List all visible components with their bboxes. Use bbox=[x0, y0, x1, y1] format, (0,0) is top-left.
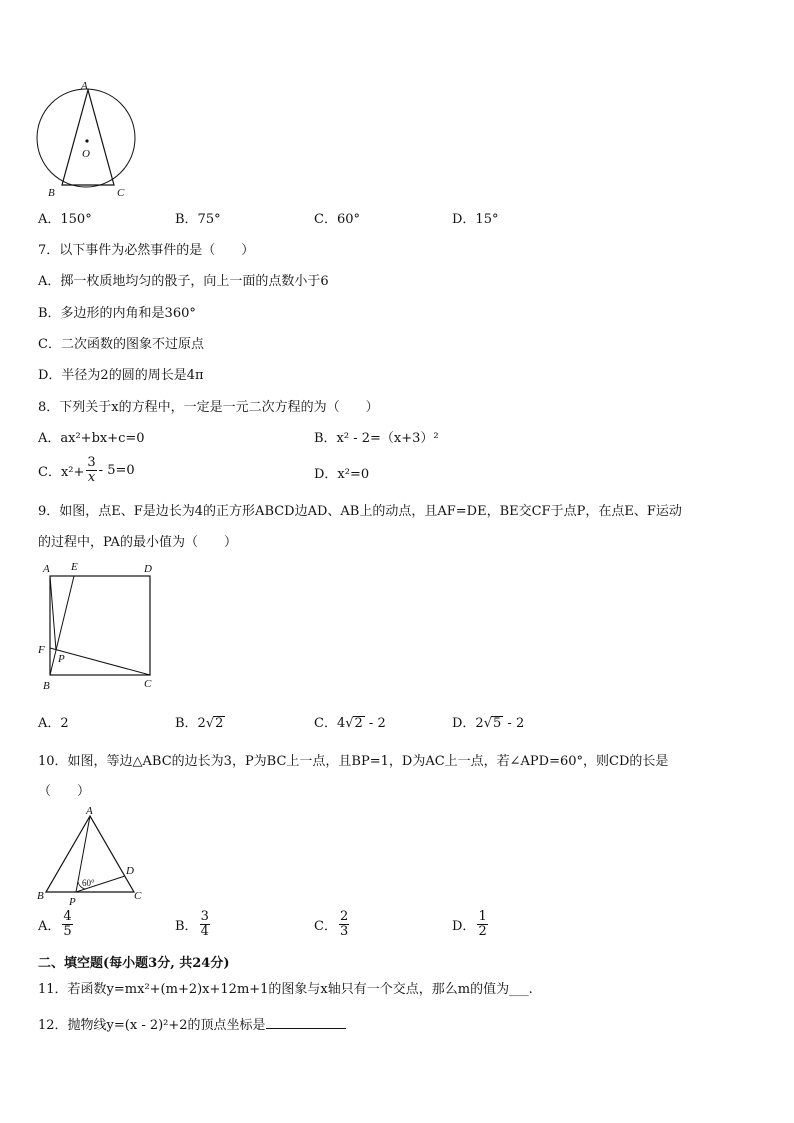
q11-text: 11．若函数y=mx²+(m+2)x+12m+1的图象与x轴只有一个交点，那么m的值为___. bbox=[38, 982, 533, 997]
q9-stem-line2: 的过程中，PA的最小值为（ ） bbox=[38, 535, 237, 550]
q9-option-a: A．2 bbox=[38, 716, 69, 731]
q10-d-fraction bbox=[477, 910, 487, 939]
q8-c-prefix: C．x²+ bbox=[38, 464, 85, 480]
q10-a-label: A． bbox=[38, 919, 61, 934]
radical-icon: √ bbox=[205, 716, 215, 731]
q6-option-c: C．60° bbox=[314, 212, 360, 227]
radical-icon: √ bbox=[345, 716, 354, 731]
q7-option-d: D．半径为2的圆的周长是4π bbox=[38, 368, 204, 383]
q8-option-d: D．x²=0 bbox=[314, 467, 370, 482]
q9-c-radicand: 2 bbox=[354, 716, 363, 731]
q6-option-a: A．150° bbox=[38, 212, 92, 227]
q12 bbox=[38, 1014, 346, 1033]
angle-label: 60° bbox=[82, 878, 95, 888]
segment-ap bbox=[50, 576, 56, 650]
label-c: C bbox=[117, 187, 125, 199]
q10-option-c bbox=[314, 910, 351, 939]
q8-option-a: A．ax²+bx+c=0 bbox=[38, 431, 145, 446]
label-o: O bbox=[82, 148, 90, 160]
square-figure bbox=[34, 558, 164, 694]
circle-outline bbox=[37, 89, 135, 187]
triangle-abc bbox=[62, 90, 114, 185]
label-d: D bbox=[126, 865, 134, 877]
q6-option-b: B．75° bbox=[175, 212, 221, 227]
q9-stem-line1: 9．如图，点E、F是边长为4的正方形ABCD边AD、AB上的动点，且AF=DE，BE交CF于点P，在点E、F运动 bbox=[38, 504, 682, 519]
section-title: 二、填空题(每小题3分, 共24分) bbox=[38, 956, 230, 971]
triangle-figure bbox=[34, 802, 154, 908]
square-abcd bbox=[50, 576, 150, 675]
q9-c-suffix: - 2 bbox=[364, 716, 386, 731]
answer-blank[interactable] bbox=[266, 1016, 346, 1029]
label-a: A bbox=[86, 805, 93, 817]
q9-d-prefix: D．2 bbox=[452, 716, 484, 731]
center-dot bbox=[85, 139, 88, 142]
q7-option-a: A．掷一枚质地均匀的骰子，向上一面的点数小于6 bbox=[38, 274, 329, 289]
q6-option-d: D．15° bbox=[452, 212, 499, 227]
q8-c-fraction bbox=[86, 456, 96, 485]
label-b: B bbox=[43, 680, 50, 692]
q9-option-c bbox=[314, 712, 386, 731]
circle-figure bbox=[30, 78, 150, 202]
label-d: D bbox=[144, 563, 152, 575]
q7-option-b: B．多边形的内角和是360° bbox=[38, 306, 196, 321]
q9-option-d bbox=[452, 712, 524, 731]
q8-option-c bbox=[38, 452, 135, 488]
q7-option-c: C．二次函数的图象不过原点 bbox=[38, 337, 204, 352]
q10-a-denominator: 5 bbox=[63, 924, 72, 939]
q10-option-b bbox=[175, 910, 212, 939]
q8-c-denominator: x bbox=[87, 469, 96, 485]
label-a: A bbox=[43, 563, 50, 575]
radical-icon: √ bbox=[483, 716, 492, 731]
q10-option-d bbox=[452, 910, 490, 939]
label-b: B bbox=[37, 890, 44, 902]
q10-b-fraction bbox=[200, 910, 210, 939]
q10-c-fraction bbox=[339, 910, 349, 939]
q10-d-numerator: 1 bbox=[478, 909, 487, 924]
q10-d-denominator: 2 bbox=[478, 924, 487, 939]
q10-a-numerator: 4 bbox=[63, 909, 72, 924]
q9-c-prefix: C．4 bbox=[314, 716, 346, 731]
segment-cf bbox=[50, 648, 150, 675]
label-e: E bbox=[71, 561, 78, 573]
q10-b-numerator: 3 bbox=[200, 909, 209, 924]
q10-b-label: B． bbox=[175, 919, 198, 934]
q9-b-radicand: 2 bbox=[215, 716, 224, 731]
q10-d-label: D． bbox=[452, 919, 476, 934]
label-f: F bbox=[38, 644, 45, 656]
q10-stem-line2: （ ） bbox=[38, 784, 91, 799]
q10-b-denominator: 4 bbox=[200, 924, 209, 939]
label-c: C bbox=[144, 678, 152, 690]
q9-d-suffix: - 2 bbox=[503, 716, 525, 731]
label-p: P bbox=[58, 653, 65, 665]
q7-stem: 7．以下事件为必然事件的是（ ） bbox=[38, 243, 255, 258]
q10-option-a bbox=[38, 910, 75, 939]
q10-c-denominator: 3 bbox=[339, 924, 349, 939]
q9-d-radicand: 5 bbox=[493, 716, 502, 731]
q10-a-fraction bbox=[62, 910, 72, 939]
q8-c-suffix: - 5=0 bbox=[98, 462, 135, 478]
q8-option-b: B．x² - 2=（x+3）² bbox=[314, 431, 439, 446]
q9-b-prefix: B．2 bbox=[175, 716, 206, 731]
q9-option-b bbox=[175, 712, 225, 731]
label-a: A bbox=[81, 80, 88, 92]
q10-stem-line1: 10．如图，等边△ABC的边长为3，P为BC上一点，且BP=1，D为AC上一点，若∠APD=60°，则CD的长是 bbox=[38, 754, 669, 769]
label-b: B bbox=[48, 187, 55, 199]
q12-text: 12．抛物线y=(x - 2)²+2的顶点坐标是 bbox=[38, 1018, 266, 1033]
q8-stem: 8．下列关于x的方程中，一定是一元二次方程的为（ ） bbox=[38, 400, 379, 415]
label-p: P bbox=[69, 896, 76, 908]
q10-c-numerator: 2 bbox=[339, 909, 349, 924]
label-c: C bbox=[134, 890, 142, 902]
q8-c-numerator: 3 bbox=[87, 454, 96, 470]
q10-c-label: C． bbox=[314, 919, 337, 934]
